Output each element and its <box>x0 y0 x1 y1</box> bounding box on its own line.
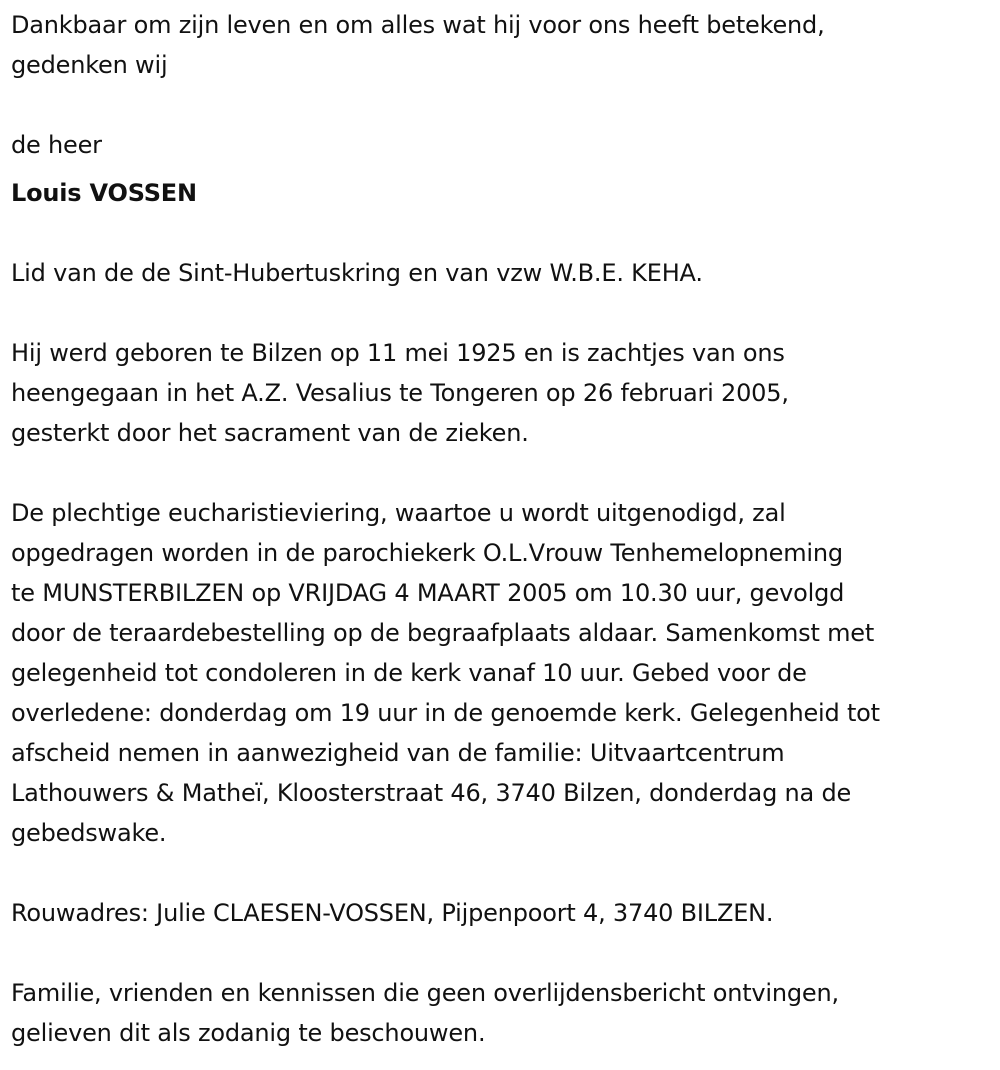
obituary-document <box>11 5 993 1053</box>
ceremony-line: te MUNSTERBILZEN op VRIJDAG 4 MAART 2005 om 10.30 uur, gevolgd <box>11 579 845 607</box>
ceremony-line: gebedswake. <box>11 819 167 847</box>
paragraph-spacer <box>11 853 993 893</box>
ceremony-line: overledene: donderdag om 19 uur in de genoemde kerk. Gelegenheid tot <box>11 699 880 727</box>
paragraph-spacer <box>11 85 993 125</box>
intro-line: Dankbaar om zijn leven en om alles wat hij voor ons heeft betekend, <box>11 11 825 39</box>
closing-line: gelieven dit als zodanig te beschouwen. <box>11 1019 486 1047</box>
deceased-name: Louis VOSSEN <box>11 179 197 207</box>
ceremony-paragraph <box>11 493 993 853</box>
honorific: de heer <box>11 131 102 159</box>
paragraph-spacer <box>11 453 993 493</box>
birth-death-line: gesterkt door het sacrament van de zieken. <box>11 419 529 447</box>
birth-death-paragraph <box>11 333 993 453</box>
paragraph-spacer <box>11 933 993 973</box>
ceremony-line: afscheid nemen in aanwezigheid van de familie: Uitvaartcentrum <box>11 739 785 767</box>
ceremony-line: opgedragen worden in de parochiekerk O.L.Vrouw Tenhemelopneming <box>11 539 843 567</box>
intro-line: gedenken wij <box>11 51 168 79</box>
ceremony-line: gelegenheid tot condoleren in de kerk vanaf 10 uur. Gebed voor de <box>11 659 807 687</box>
ceremony-line: Lathouwers & Matheï, Kloosterstraat 46, 3740 Bilzen, donderdag na de <box>11 779 852 807</box>
ceremony-line: door de teraardebestelling op de begraafplaats aldaar. Samenkomst met <box>11 619 875 647</box>
birth-death-line: Hij werd geboren te Bilzen op 11 mei 1925 en is zachtjes van ons <box>11 339 785 367</box>
closing-paragraph <box>11 973 993 1053</box>
membership-paragraph: Lid van de de Sint-Hubertuskring en van vzw W.B.E. KEHA. <box>11 259 703 287</box>
paragraph-spacer <box>11 293 993 333</box>
mourning-address: Rouwadres: Julie CLAESEN-VOSSEN, Pijpenpoort 4, 3740 BILZEN. <box>11 899 774 927</box>
birth-death-line: heengegaan in het A.Z. Vesalius te Tongeren op 26 februari 2005, <box>11 379 789 407</box>
paragraph-spacer <box>11 213 993 253</box>
intro-paragraph <box>11 5 993 85</box>
closing-line: Familie, vrienden en kennissen die geen overlijdensbericht ontvingen, <box>11 979 839 1007</box>
ceremony-line: De plechtige eucharistieviering, waartoe u wordt uitgenodigd, zal <box>11 499 786 527</box>
